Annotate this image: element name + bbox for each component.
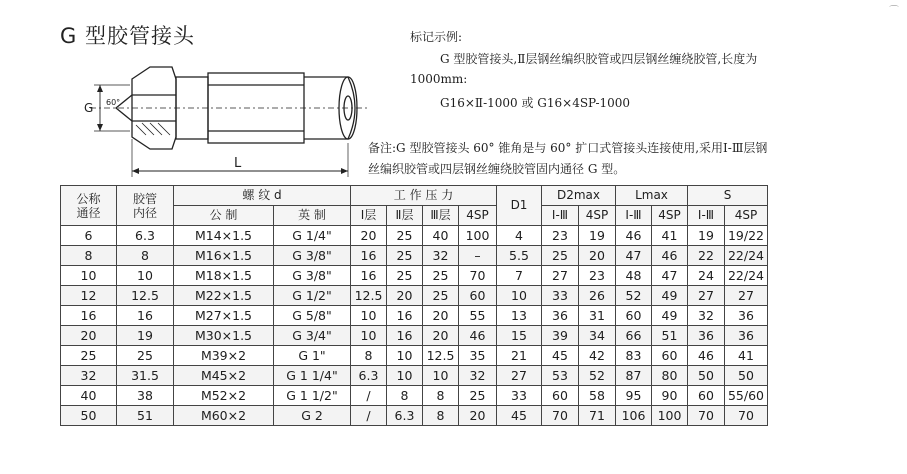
spec-table: [60, 185, 768, 426]
table-cell: M22×1.5: [174, 286, 274, 306]
table-cell: M30×1.5: [174, 326, 274, 346]
header-hose: [117, 186, 174, 226]
table-cell: 60: [652, 346, 688, 366]
table-cell: 12.5: [423, 346, 459, 366]
table-cell: 42: [579, 346, 616, 366]
table-cell: 22/24: [725, 246, 768, 266]
table-cell: 58: [579, 386, 616, 406]
table-cell: 10: [423, 366, 459, 386]
table-row: [61, 386, 768, 406]
table-cell: 60: [459, 286, 497, 306]
table-cell: 26: [579, 286, 616, 306]
header-thread: 螺 纹 d: [174, 186, 351, 206]
table-cell: M18×1.5: [174, 266, 274, 286]
table-row: [61, 246, 768, 266]
table-cell: 6.3: [117, 226, 174, 246]
table-cell: 4: [497, 226, 542, 246]
table-cell: G 1/2": [274, 286, 351, 306]
table-cell: 32: [688, 306, 725, 326]
table-cell: 19/22: [725, 226, 768, 246]
table-cell: M39×2: [174, 346, 274, 366]
header-lmax: Lmax: [616, 186, 688, 206]
table-row: [61, 326, 768, 346]
table-cell: 20: [423, 306, 459, 326]
table-cell: 31: [579, 306, 616, 326]
table-row: [61, 366, 768, 386]
table-row: [61, 266, 768, 286]
header-hose-line-2: 内径: [132, 205, 157, 220]
table-cell: 50: [61, 406, 117, 426]
header-nominal-line-1: 公称: [76, 191, 101, 206]
table-cell: 36: [688, 326, 725, 346]
header-s-4sp: 4SP: [725, 206, 768, 226]
table-cell: 20: [387, 286, 423, 306]
table-cell: 95: [616, 386, 652, 406]
header-nominal-line-2: 通径: [76, 205, 101, 220]
table-cell: 100: [459, 226, 497, 246]
table-cell: 8: [387, 386, 423, 406]
table-cell: 16: [117, 306, 174, 326]
table-cell: 40: [61, 386, 117, 406]
table-cell: G 5/8": [274, 306, 351, 326]
table-cell: G 1": [274, 346, 351, 366]
table-cell: 8: [423, 406, 459, 426]
table-cell: 70: [542, 406, 579, 426]
example-line-1: G 型胶管接头,Ⅱ层钢丝编织胶管或四层钢丝缠绕胶管,长度为: [440, 52, 758, 66]
table-cell: 41: [725, 346, 768, 366]
table-cell: 46: [459, 326, 497, 346]
dim-g-label: G: [84, 101, 94, 115]
table-cell: 8: [61, 246, 117, 266]
table-cell: 66: [616, 326, 652, 346]
table-cell: G 1/4": [274, 226, 351, 246]
table-cell: 31.5: [117, 366, 174, 386]
table-row: [61, 406, 768, 426]
table-cell: 10: [497, 286, 542, 306]
table-cell: 25: [61, 346, 117, 366]
table-cell: 45: [542, 346, 579, 366]
table-cell: G 3/8": [274, 266, 351, 286]
table-cell: 52: [579, 366, 616, 386]
table-cell: 40: [423, 226, 459, 246]
table-cell: 50: [688, 366, 725, 386]
table-cell: 20: [579, 246, 616, 266]
table-cell: 6.3: [351, 366, 387, 386]
table-cell: 22/24: [725, 266, 768, 286]
table-cell: 48: [616, 266, 652, 286]
table-cell: 25: [117, 346, 174, 366]
table-cell: M16×1.5: [174, 246, 274, 266]
table-cell: G 3/8": [274, 246, 351, 266]
table-cell: 25: [459, 386, 497, 406]
table-cell: 106: [616, 406, 652, 426]
table-cell: 16: [351, 246, 387, 266]
table-cell: /: [351, 386, 387, 406]
table-cell: 49: [652, 306, 688, 326]
table-cell: 15: [497, 326, 542, 346]
table-cell: 52: [616, 286, 652, 306]
table-cell: 38: [117, 386, 174, 406]
table-cell: 16: [351, 266, 387, 286]
table-cell: 25: [387, 246, 423, 266]
table-cell: 10: [387, 346, 423, 366]
header-metric: 公 制: [174, 206, 274, 226]
table-cell: 24: [688, 266, 725, 286]
header-l-range: Ⅰ-Ⅲ: [616, 206, 652, 226]
table-cell: 55: [459, 306, 497, 326]
table-cell: M60×2: [174, 406, 274, 426]
table-cell: 80: [652, 366, 688, 386]
table-cell: G 2: [274, 406, 351, 426]
header-pressure: 工 作 压 力: [351, 186, 497, 206]
table-cell: 10: [351, 306, 387, 326]
table-cell: 49: [652, 286, 688, 306]
table-cell: 32: [61, 366, 117, 386]
table-cell: 36: [542, 306, 579, 326]
table-cell: 71: [579, 406, 616, 426]
table-cell: 32: [459, 366, 497, 386]
table-cell: 83: [616, 346, 652, 366]
table-cell: 7: [497, 266, 542, 286]
table-cell: 46: [688, 346, 725, 366]
table-cell: 33: [542, 286, 579, 306]
header-s-range: Ⅰ-Ⅲ: [688, 206, 725, 226]
table-cell: 10: [117, 266, 174, 286]
header-d2max: D2max: [542, 186, 616, 206]
table-cell: 10: [61, 266, 117, 286]
table-cell: M52×2: [174, 386, 274, 406]
table-cell: 60: [688, 386, 725, 406]
table-cell: 6.3: [387, 406, 423, 426]
table-cell: 35: [459, 346, 497, 366]
header-s: S: [688, 186, 768, 206]
table-cell: 27: [542, 266, 579, 286]
table-cell: 12.5: [117, 286, 174, 306]
header-p-layer-3: Ⅲ层: [423, 206, 459, 226]
example-line-3: G16×Ⅱ-1000 或 G16×4SP-1000: [440, 96, 631, 110]
table-cell: 36: [725, 326, 768, 346]
table-cell: 22: [688, 246, 725, 266]
table-cell: M14×1.5: [174, 226, 274, 246]
table-cell: 19: [579, 226, 616, 246]
table-cell: 25: [423, 286, 459, 306]
table-cell: 34: [579, 326, 616, 346]
dim-l-label: L: [234, 156, 242, 171]
table-cell: 20: [61, 326, 117, 346]
table-cell: 70: [688, 406, 725, 426]
table-cell: 50: [725, 366, 768, 386]
table-row: [61, 226, 768, 246]
table-cell: 10: [351, 326, 387, 346]
table-cell: G 1 1/4": [274, 366, 351, 386]
table-cell: 90: [652, 386, 688, 406]
table-cell: 20: [459, 406, 497, 426]
table-cell: 100: [652, 406, 688, 426]
table-cell: 23: [579, 266, 616, 286]
table-cell: 55/60: [725, 386, 768, 406]
table-cell: G 1 1/2": [274, 386, 351, 406]
corner-mark: ⌒: [889, 6, 899, 17]
table-cell: 70: [725, 406, 768, 426]
fitting-drawing: [80, 55, 390, 185]
table-row: [61, 346, 768, 366]
table-cell: 51: [117, 406, 174, 426]
header-d1: D1: [497, 186, 542, 226]
header-l-4sp: 4SP: [652, 206, 688, 226]
table-cell: 8: [423, 386, 459, 406]
table-cell: 27: [497, 366, 542, 386]
table-cell: 5.5: [497, 246, 542, 266]
header-d2-range: Ⅰ-Ⅲ: [542, 206, 579, 226]
table-cell: 46: [652, 246, 688, 266]
table-cell: 45: [497, 406, 542, 426]
table-cell: 33: [497, 386, 542, 406]
header-d2-4sp: 4SP: [579, 206, 616, 226]
header-hose-line-1: 胶管: [132, 191, 157, 206]
table-cell: 39: [542, 326, 579, 346]
table-row: [61, 306, 768, 326]
table-cell: 13: [497, 306, 542, 326]
table-cell: 47: [652, 266, 688, 286]
table-cell: 87: [616, 366, 652, 386]
table-cell: M27×1.5: [174, 306, 274, 326]
table-cell: 32: [423, 246, 459, 266]
table-cell: 21: [497, 346, 542, 366]
table-cell: 25: [387, 266, 423, 286]
note-line-1: 备注:G 型胶管接头 60° 锥角是与 60° 扩口式管接头连接使用,采用Ⅰ-Ⅲ层钢: [368, 141, 768, 155]
table-cell: 60: [616, 306, 652, 326]
table-cell: 25: [423, 266, 459, 286]
table-cell: 27: [725, 286, 768, 306]
table-cell: 19: [688, 226, 725, 246]
table-body: [61, 226, 768, 426]
dim-angle-label: 60°: [106, 98, 121, 107]
table-cell: /: [351, 406, 387, 426]
header-p-layer-2: Ⅱ层: [387, 206, 423, 226]
table-cell: 12.5: [351, 286, 387, 306]
table-cell: 16: [387, 306, 423, 326]
table-cell: 10: [387, 366, 423, 386]
header-imperial: 英 制: [274, 206, 351, 226]
page-title: G 型胶管接头: [60, 24, 195, 48]
table-cell: 47: [616, 246, 652, 266]
table-cell: 20: [351, 226, 387, 246]
table-cell: 25: [542, 246, 579, 266]
header-p-4sp: 4SP: [459, 206, 497, 226]
table-cell: 16: [61, 306, 117, 326]
header-row-1: [61, 186, 768, 206]
table-cell: 51: [652, 326, 688, 346]
table-cell: 8: [117, 246, 174, 266]
table-row: [61, 286, 768, 306]
table-cell: 46: [616, 226, 652, 246]
table-cell: M45×2: [174, 366, 274, 386]
header-p-layer-1: Ⅰ层: [351, 206, 387, 226]
table-cell: G 3/4": [274, 326, 351, 346]
table-cell: 41: [652, 226, 688, 246]
table-cell: 20: [423, 326, 459, 346]
table-cell: 8: [351, 346, 387, 366]
note-line-2: 丝编织胶管或四层钢丝缠绕胶管固内通径 G 型。: [368, 162, 626, 176]
example-heading: 标记示例:: [410, 30, 463, 44]
table-cell: 60: [542, 386, 579, 406]
header-nominal: [61, 186, 117, 226]
example-line-2: 1000mm:: [410, 72, 468, 86]
table-cell: 25: [387, 226, 423, 246]
table-cell: –: [459, 246, 497, 266]
table-cell: 53: [542, 366, 579, 386]
table-cell: 23: [542, 226, 579, 246]
table-cell: 12: [61, 286, 117, 306]
table-cell: 19: [117, 326, 174, 346]
table-cell: 36: [725, 306, 768, 326]
table-cell: 16: [387, 326, 423, 346]
table-cell: 27: [688, 286, 725, 306]
table-cell: 70: [459, 266, 497, 286]
table-cell: 6: [61, 226, 117, 246]
